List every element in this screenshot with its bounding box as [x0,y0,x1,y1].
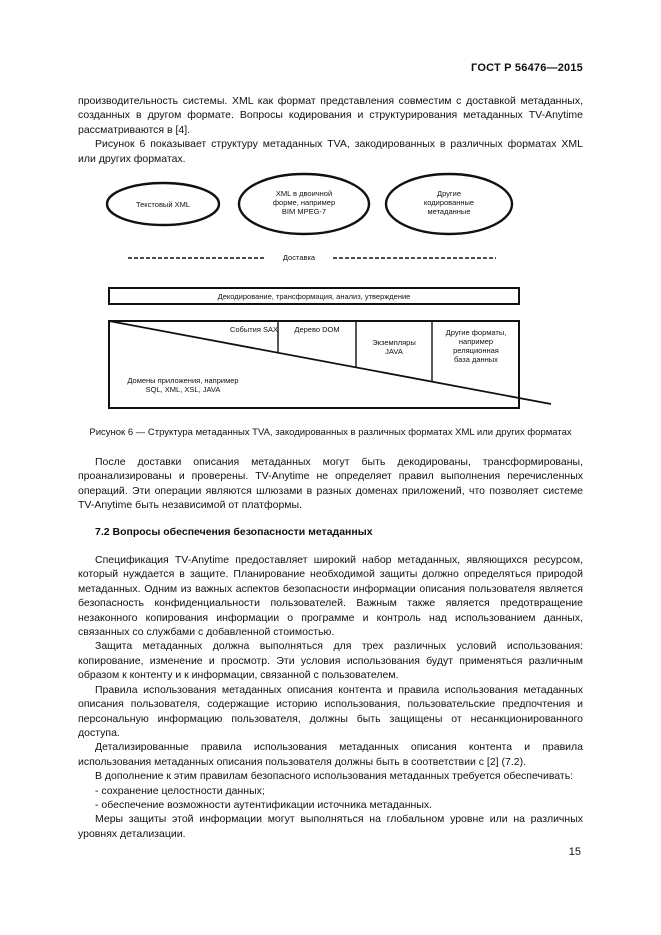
cell-other-formats-line-4: база данных [454,355,498,364]
main-text [78,455,583,841]
cell-dom-tree: Дерево DOM [294,325,340,334]
section-paragraph-5: В дополнение к этим правилам безопасного использования метаданных требуется обеспечивать: [95,770,574,783]
ellipse-other-line-3: метаданные [427,207,471,216]
closing-paragraph: Меры защиты этой информации могут выполняться на глобальном уровне или на различных уровнях детализации. [78,813,583,840]
section-paragraph-2: Защита метаданных должна выполняться для трех различных условий использования: копирование, изменение и просмотр. Эти условия использования будут применяться различным образом к контенту и к информации, связанной с пользователем. [78,640,583,682]
section-paragraph-4: Детализированные правила использования метаданных описания контента и правила использования метаданных описания пользователя должны быть в соответствии с [2] (7.2). [78,741,583,768]
cell-other-formats-line-2: например [458,337,494,346]
intro-paragraph-2: Рисунок 6 показывает структуру метаданных TVA, закодированных в различных форматах XML или других форматах. [78,138,583,165]
ellipse-binary-xml-line-1: XML в двоичной [275,189,333,198]
ellipse-binary-xml-line-2: форме, например [272,198,336,207]
figure-caption: Рисунок 6 — Структура метаданных TVA, закодированных в различных форматах XML или других форматах [89,427,572,438]
cell-other-formats-line-3: реляционная [453,346,499,355]
page-number: 15 [568,846,581,858]
cell-sax-events: События SAX [229,325,279,334]
cell-java-instances-line-2: JAVA [385,347,403,356]
domains-line-1: Домены приложения, например [127,376,239,385]
delivery-label: Доставка [282,253,316,262]
ellipse-other-line-1: Другие [436,189,462,198]
section-paragraph-1: Спецификация TV-Anytime предоставляет широкий набор метаданных, являющихся ресурсом, который нуждается в защите. Планирование необходимой защиты должно определяться природой метаданных. Одним из важных аспектов безопасности информации описания пользователя является безопасность конфиденциальности пользователей. Важным также является предотвращение незаконного копирования информации о программе и контроль над использованием данных, связанных со службами с добавленной стоимостью. [78,554,583,639]
ellipse-binary-xml-line-3: BIM MPEG-7 [281,207,327,216]
ellipse-text-xml-line-1: Текстовый XML [135,200,191,209]
standard-designation: ГОСТ Р 56476—2015 [471,62,583,74]
bullet-item: - обеспечение возможности аутентификации источника метаданных. [95,798,433,811]
section-paragraph-3: Правила использования метаданных описания контента и правила использования метаданных описания пользователя, содержащие историю использования, пользовательские предпочтения и персональную информацию пользователя, должны быть защищены от несанкционированного доступа. [78,683,583,739]
after-figure-paragraph: После доставки описания метаданных могут быть декодированы, трансформированы, проанализированы и проверены. TV-Anytime не определяет правил выполнения перечисленных операций. Эти операции являются шлюзами в разных доменах приложений, что позволяет системе TV-Anytime быть независимой от платформы. [78,456,583,512]
figure-6-diagram [78,168,583,418]
section-heading: 7.2 Вопросы обеспечения безопасности метаданных [95,525,373,538]
domains-line-2: SQL, XML, XSL, JAVA [145,385,221,394]
cell-java-instances-line-1: Экземпляры [372,338,416,347]
intro-text [78,94,583,166]
intro-paragraph-1: производительность системы. XML как формат представления совместим с доставкой метаданных, созданных в другом формате. Вопросы кодирования и структурирования метаданных TV-Anytime рассматриваются в [4]. [78,95,583,136]
bullet-item: - сохранение целостности данных; [95,784,265,797]
processing-label: Декодирование, трансформация, анализ, утверждение [217,292,411,301]
diagram-svg [78,168,583,418]
cell-other-formats-line-1: Другие форматы, [445,328,507,337]
ellipse-other-line-2: кодированные [423,198,475,207]
